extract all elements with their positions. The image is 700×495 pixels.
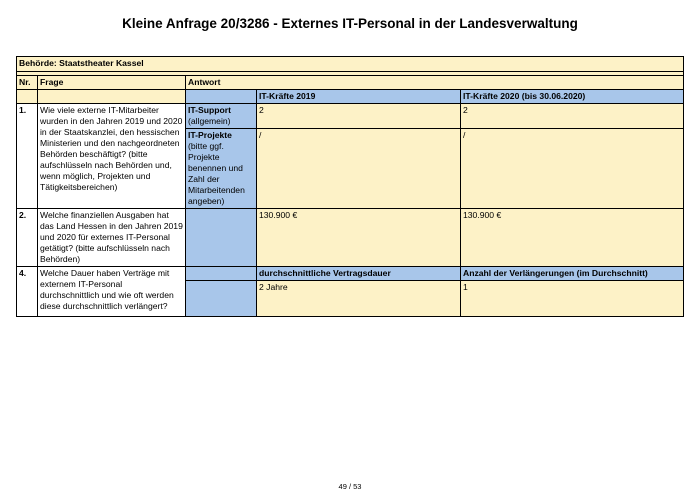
- page-number: 49 / 53: [338, 482, 362, 491]
- q1-support-sub: (allgemein): [188, 116, 231, 126]
- q2-label-empty: [186, 209, 257, 267]
- q1-projekte-label: [186, 129, 257, 209]
- q2-value-2019: 130.900 €: [257, 209, 461, 267]
- q1-projekte-sub: (bitte ggf. Projekte benennen und Zahl der Mitarbeitenden angeben): [188, 141, 245, 206]
- q4-header-verlaengerungen: Anzahl der Verlängerungen (im Durchschnitt): [461, 267, 684, 281]
- header-row: [17, 76, 684, 90]
- q1-support-title: IT-Support: [188, 105, 231, 115]
- q4-question: Welche Dauer haben Verträge mit externem IT-Personal durchschnittlich und wie oft werden diese durchschnittlich verlängert?: [38, 267, 186, 317]
- q4-header-dauer: durchschnittliche Vertragsdauer: [257, 267, 461, 281]
- q2-value-2020: 130.900 €: [461, 209, 684, 267]
- header-nr: Nr.: [17, 76, 38, 90]
- q1-question: Wie viele externe IT-Mitarbeiter wurden in den Jahren 2019 und 2020 in der Staatskanzlei, den hessischen Ministerien und den nachgeordneten Behörden beschäftigt? (bitte aufschlüsseln nach Behörden und, wenn möglich, Projekten und Tätigkeitsbereichen): [38, 104, 186, 209]
- q1-projekte-title: IT-Projekte: [188, 130, 232, 140]
- q1-support-label: [186, 104, 257, 129]
- authority-row: [17, 57, 684, 72]
- q1-support-row: [17, 104, 684, 129]
- subheader-empty-antwort: [186, 90, 257, 104]
- q4-header-row: [17, 267, 684, 281]
- subheader-2020: IT-Kräfte 2020 (bis 30.06.2020): [461, 90, 684, 104]
- subheader-empty-nr: [17, 90, 38, 104]
- q4-nr: 4.: [17, 267, 38, 317]
- page-title: Kleine Anfrage 20/3286 - Externes IT-Personal in der Landesverwaltung: [122, 16, 578, 31]
- subheader-empty-frage: [38, 90, 186, 104]
- q1-projekte-2019: /: [257, 129, 461, 209]
- q1-nr: 1.: [17, 104, 38, 209]
- answer-table: [16, 56, 684, 317]
- q2-row: [17, 209, 684, 267]
- subheader-row: [17, 90, 684, 104]
- q4-value-dauer: 2 Jahre: [257, 281, 461, 317]
- q2-nr: 2.: [17, 209, 38, 267]
- header-antwort: Antwort: [186, 76, 684, 90]
- q4-label-empty-bottom: [186, 281, 257, 317]
- q4-label-empty-top: [186, 267, 257, 281]
- q1-support-2019: 2: [257, 104, 461, 129]
- q4-value-verlaengerungen: 1: [461, 281, 684, 317]
- header-frage: Frage: [38, 76, 186, 90]
- authority-cell: Behörde: Staatstheater Kassel: [17, 57, 684, 72]
- q1-support-2020: 2: [461, 104, 684, 129]
- q1-projekte-2020: /: [461, 129, 684, 209]
- q2-question: Welche finanziellen Ausgaben hat das Land Hessen in den Jahren 2019 und 2020 für externes IT-Personal getätigt? (bitte aufschlüsseln nach Behörden): [38, 209, 186, 267]
- subheader-2019: IT-Kräfte 2019: [257, 90, 461, 104]
